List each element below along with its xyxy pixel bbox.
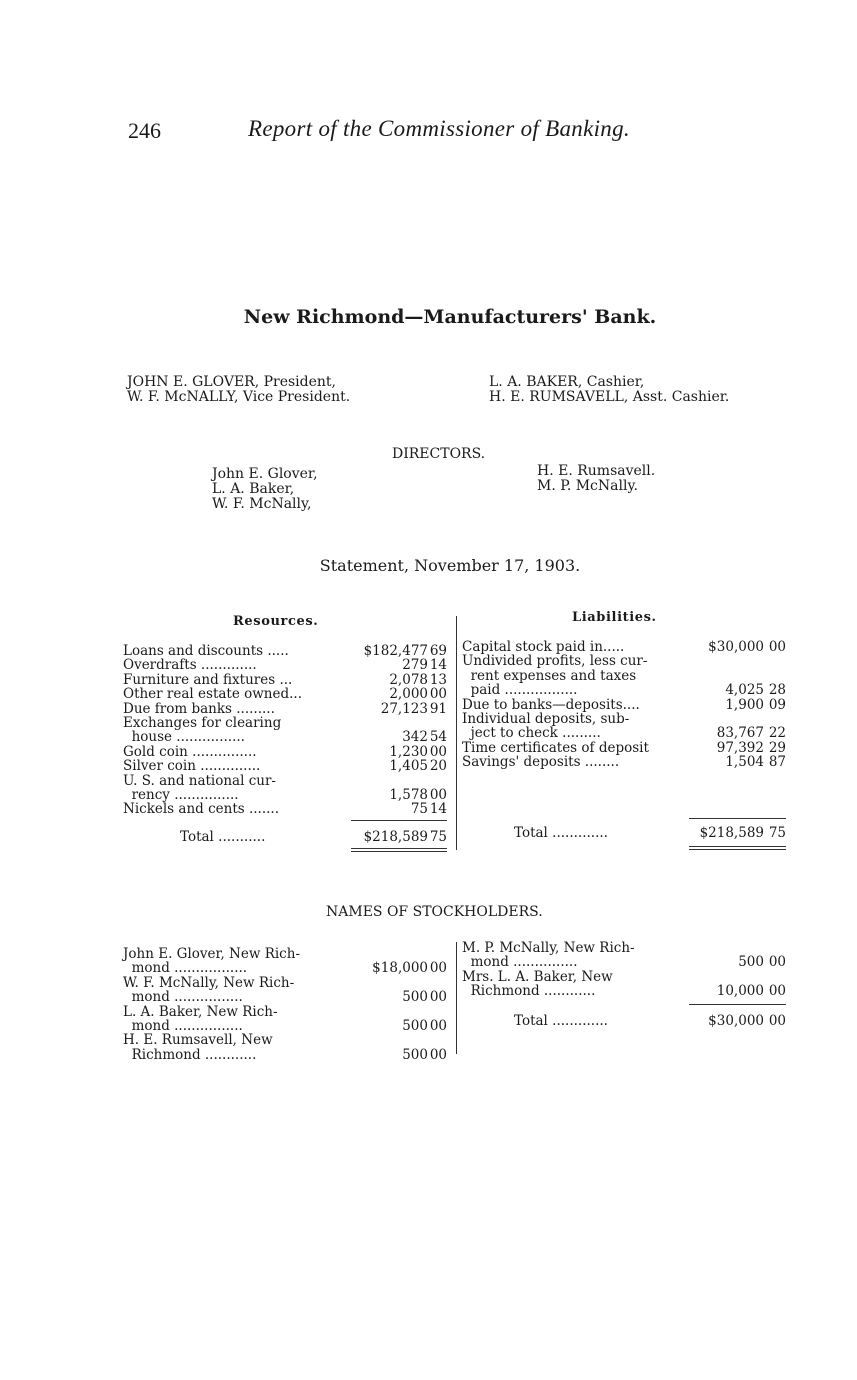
resource-row-dollars: 279 [402, 657, 428, 674]
resource-row-cents: 13 [429, 671, 447, 688]
liabilities-heading: Liabilities. [572, 610, 657, 625]
director-right-2: M. P. McNally. [537, 478, 638, 494]
liability-row-label: paid ................. [462, 682, 578, 699]
resource-row-label: Gold coin ............... [123, 743, 257, 760]
stockholder-left-row-label: John E. Glover, New Rich- [123, 946, 301, 962]
resource-row-cents: 69 [429, 643, 447, 659]
resource-row-label: Silver coin .............. [123, 758, 261, 775]
resources-heading: Resources. [233, 614, 319, 629]
officer-left-1: JOHN E. GLOVER, President, [127, 374, 337, 390]
stockholders-total-label: Total ............. [514, 1013, 608, 1029]
resource-row-cents: 14 [429, 657, 447, 674]
resource-row-label: U. S. and national cur- [123, 772, 276, 789]
liability-row-label: Undivided profits, less cur- [462, 653, 648, 670]
resource-row-cents: 00 [429, 743, 447, 760]
officer-right-2: H. E. RUMSAVELL, Asst. Cashier. [489, 389, 730, 405]
liability-row-label: rent expenses and taxes [462, 667, 637, 684]
page-number: 246 [128, 118, 161, 143]
stockholder-left-row-dollars: 500 [402, 1046, 428, 1063]
resource-row-dollars: 1,405 [389, 758, 428, 775]
resource-row-cents: 91 [429, 700, 447, 717]
resource-row-dollars: 27,123 [380, 700, 428, 717]
liability-row-dollars: 4,025 [725, 682, 764, 699]
stockholder-left-row-label: Richmond ............ [123, 1046, 257, 1063]
stockholder-left-row-label: L. A. Baker, New Rich- [123, 1003, 278, 1020]
resource-row-dollars: 1,578 [389, 787, 428, 803]
resource-row-label: house ................ [123, 729, 245, 746]
stockholders-column-divider [456, 942, 457, 1054]
resource-row-cents: 14 [429, 801, 447, 818]
stockholder-left-row-label: mond ................ [123, 1018, 243, 1034]
liability-row-label: ject to check ......... [462, 725, 601, 742]
liability-row-dollars: 1,900 [725, 696, 764, 713]
resource-row-label: Furniture and fixtures ... [123, 671, 293, 688]
resource-row-label: Overdrafts ............. [123, 657, 257, 674]
stockholder-left-row-dollars: 500 [402, 1018, 428, 1034]
stockholders-total-cents: 00 [768, 1013, 786, 1029]
stockholder-right-row-label: Mrs. L. A. Baker, New [462, 968, 613, 985]
stockholders-heading: NAMES OF STOCKHOLDERS. [326, 904, 543, 920]
stockholder-left-row-label: mond ................. [123, 960, 248, 977]
stockholders-total-dollars: $30,000 [708, 1013, 764, 1029]
liability-row-cents: 22 [768, 725, 786, 742]
stockholder-left-row-cents: 00 [429, 960, 447, 977]
director-left-3: W. F. McNally, [212, 496, 312, 512]
liability-row-dollars: 83,767 [716, 725, 764, 742]
running-title: Report of the Commissioner of Banking. [248, 116, 630, 141]
resource-row-label: Loans and discounts ..... [123, 643, 289, 659]
resource-row-cents: 54 [429, 729, 447, 746]
liability-row-label: Time certificates of deposit [462, 739, 649, 756]
stockholder-left-row-cents: 00 [429, 1018, 447, 1034]
stockholder-left-row-cents: 00 [429, 1046, 447, 1063]
stockholder-right-row-dollars: 10,000 [716, 983, 764, 1000]
stockholders-total-rule [689, 1004, 786, 1005]
liability-row-cents: 29 [768, 739, 786, 756]
resource-row-label: Exchanges for clearing [123, 715, 282, 731]
stockholder-right-row-label: M. P. McNally, New Rich- [462, 940, 635, 956]
resource-row-cents: 20 [429, 758, 447, 775]
officer-right-1: L. A. BAKER, Cashier, [489, 374, 645, 390]
liability-row-cents: 28 [768, 682, 786, 699]
liabilities-total-label: Total ............. [514, 825, 608, 841]
director-right-1: H. E. Rumsavell. [537, 463, 656, 479]
resources-total-rule-top [351, 820, 447, 821]
resource-row-dollars: 2,078 [389, 671, 428, 688]
liabilities-total-rule-bottom-1 [689, 846, 786, 847]
liabilities-total-rule-bottom-2 [689, 849, 786, 850]
director-left-2: L. A. Baker, [212, 481, 295, 497]
resource-row-cents: 00 [429, 787, 447, 803]
stockholder-right-row-cents: 00 [768, 983, 786, 1000]
resource-row-dollars: 342 [402, 729, 428, 746]
liability-row-label: Savings' deposits ........ [462, 754, 620, 771]
stockholder-left-row-dollars: 500 [402, 989, 428, 1006]
stockholder-left-row-label: mond ................ [123, 989, 243, 1006]
resources-total-cents: 75 [429, 829, 447, 845]
resource-row-dollars: 75 [410, 801, 428, 818]
resource-row-dollars: $182,477 [363, 643, 428, 659]
resources-total-rule-bottom-2 [351, 851, 447, 852]
liability-row-dollars: 97,392 [716, 739, 764, 756]
resource-row-label: Other real estate owned... [123, 686, 303, 703]
liability-row-cents: 87 [768, 754, 786, 771]
liabilities-total-cents: 75 [768, 825, 786, 841]
stockholder-left-row-cents: 00 [429, 989, 447, 1006]
stockholder-right-row-label: Richmond ............ [462, 983, 596, 1000]
resource-row-dollars: 2,000 [389, 686, 428, 703]
liability-row-dollars: 1,504 [725, 754, 764, 771]
directors-heading: DIRECTORS. [392, 446, 486, 462]
stockholder-left-row-label: W. F. McNally, New Rich- [123, 974, 295, 991]
liability-row-label: Individual deposits, sub- [462, 711, 630, 727]
resource-row-label: rency ............... [123, 787, 239, 803]
statement-title: Statement, November 17, 1903. [319, 556, 581, 575]
liability-row-cents: 09 [768, 696, 786, 713]
liability-row-cents: 00 [768, 639, 786, 655]
resource-row-dollars: 1,230 [389, 743, 428, 760]
resources-total-dollars: $218,589 [363, 829, 428, 845]
statement-column-divider [456, 616, 457, 850]
liabilities-total-rule-top [689, 818, 786, 819]
resources-total-label: Total ........... [180, 829, 266, 845]
director-left-1: John E. Glover, [212, 466, 318, 482]
liability-row-label: Due to banks—deposits.... [462, 696, 640, 713]
liabilities-total-dollars: $218,589 [699, 825, 764, 841]
resource-row-label: Due from banks ......... [123, 700, 275, 717]
liability-row-dollars: $30,000 [708, 639, 764, 655]
stockholder-left-row-label: H. E. Rumsavell, New [123, 1032, 273, 1049]
resource-row-cents: 00 [429, 686, 447, 703]
liability-row-label: Capital stock paid in..... [462, 639, 625, 655]
bank-title: New Richmond—Manufacturers' Bank. [243, 306, 657, 328]
resources-total-rule-bottom-1 [351, 848, 447, 849]
stockholder-left-row-dollars: $18,000 [372, 960, 428, 977]
resource-row-label: Nickels and cents ....... [123, 801, 280, 818]
stockholder-right-row-cents: 00 [768, 954, 786, 971]
stockholder-right-row-dollars: 500 [738, 954, 764, 971]
stockholder-right-row-label: mond ............... [462, 954, 578, 971]
officer-left-2: W. F. McNALLY, Vice President. [127, 389, 351, 405]
